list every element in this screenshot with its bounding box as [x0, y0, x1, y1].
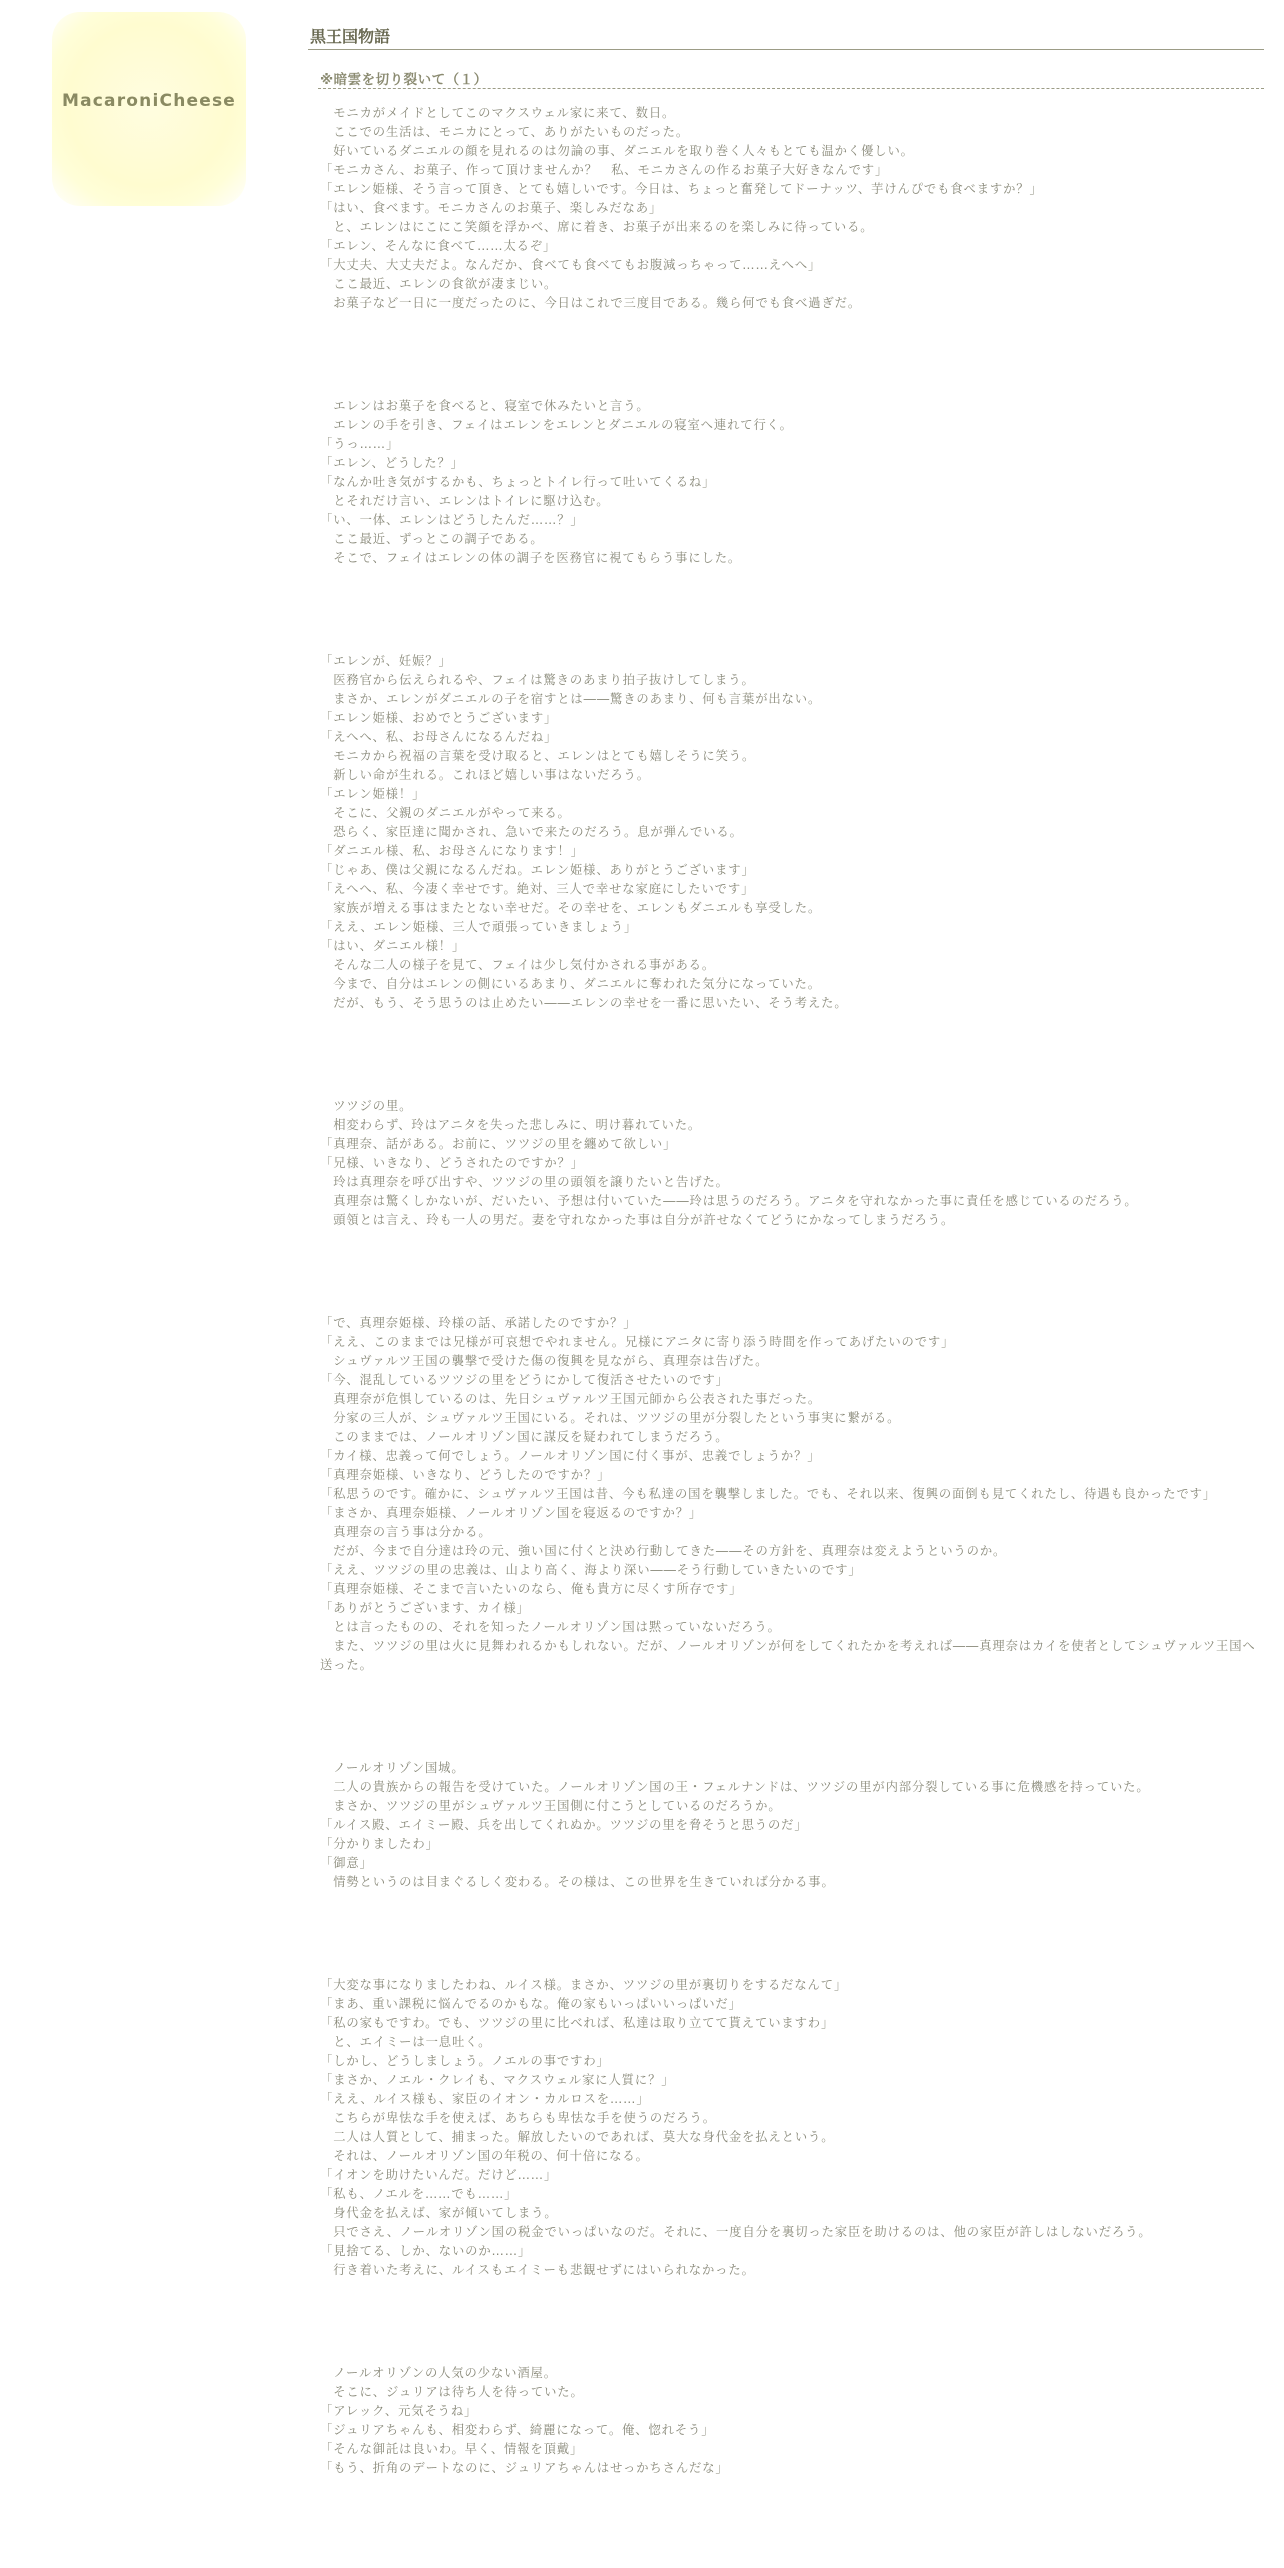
story-line: 「ええ、エレン姫様、三人で頑張っていきましょう」: [320, 920, 638, 934]
story-line: 「ジュリアちゃんも、相変わらず、綺麗になって。俺、惚れそう」: [320, 2423, 715, 2437]
story-line: 「そんな御託は良いわ。早く、情報を頂戴」: [320, 2442, 584, 2456]
story-line: 医務官から伝えられるや、フェイは驚きのあまり拍子抜けしてしまう。: [320, 673, 755, 687]
story-paragraph: [320, 104, 1264, 313]
story-line: 「ええ、このままでは兄様が可哀想でやれません。兄様にアニタに寄り添う時間を作ってあげたいのです」: [320, 1335, 955, 1349]
story-line: 二人は人質として、捕まった。解放したいのであれば、莫大な身代金を払えという。: [320, 2130, 835, 2144]
story-paragraph: [320, 1976, 1264, 2280]
story-paragraph: [320, 652, 1264, 1013]
story-line: それは、ノールオリゾン国の年税の、何十倍になる。: [320, 2149, 649, 2163]
story-line: そんな二人の様子を見て、フェイは少し気付かされる事がある。: [320, 958, 716, 972]
site-title: 黒王国物語: [310, 27, 391, 46]
story-line: 「分かりましたわ」: [320, 1837, 439, 1851]
story-line: こちらが卑怯な手を使えば、あちらも卑怯な手を使うのだろう。: [320, 2111, 716, 2125]
story-line: 「見捨てる、しか、ないのか……」: [320, 2244, 532, 2258]
logo-text: MacaroniCheese: [61, 91, 237, 111]
story-line: 「エレン姫様、そう言って頂き、とても嬉しいです。今日は、ちょっと奮発してドーナッツ、芋けんぴでも食べますか？」: [320, 182, 1043, 196]
story-line: 「真理奈姫様、そこまで言いたいのなら、俺も貴方に尽くす所存です」: [320, 1582, 743, 1596]
story-line: 「エレン、そんなに食べて……太るぞ」: [320, 239, 557, 253]
story-line: 「エレン、どうした？」: [320, 456, 464, 470]
story-line: 「ダニエル様、私、お母さんになります！」: [320, 844, 584, 858]
story-line: 「もう、折角のデートなのに、ジュリアちゃんはせっかちさんだな」: [320, 2461, 729, 2475]
chapter-divider: [318, 88, 1264, 89]
story-line: 真理奈が危惧しているのは、先日シュヴァルツ王国元師から公表された事だった。: [320, 1392, 822, 1406]
story-line: まさか、ツツジの里がシュヴァルツ王国側に付こうとしているのだろうか。: [320, 1799, 782, 1813]
title-divider: [308, 49, 1264, 50]
story-line: モニカから祝福の言葉を受け取ると、エレンはとても嬉しそうに笑う。: [320, 749, 756, 763]
story-line: ツツジの里。: [320, 1099, 413, 1113]
story-line: ノールオリゾンの人気の少ない酒屋。: [320, 2366, 557, 2380]
story-line: 「真理奈姫様、いきなり、どうしたのですか？」: [320, 1468, 611, 1482]
story-line: 「ありがとうございます、カイ様」: [320, 1601, 530, 1615]
story-line: 分家の三人が、シュヴァルツ王国にいる。それは、ツツジの里が分裂したという事実に繋がる。: [320, 1411, 901, 1425]
story-line: エレンはお菓子を食べると、寝室で休みたいと言う。: [320, 399, 650, 413]
story-line: 「今、混乱しているツツジの里をどうにかして復活させたいのです」: [320, 1373, 729, 1387]
story-line: ノールオリゾン国城。: [320, 1761, 465, 1775]
story-line: 好いているダニエルの顔を見れるのは勿論の事、ダニエルを取り巻く人々もとても温かく優しい。: [320, 144, 914, 158]
story-line: 家族が増える事はまたとない幸せだ。その幸せを、エレンもダニエルも享受した。: [320, 901, 822, 915]
story-line: とは言ったものの、それを知ったノールオリゾン国は黙っていないだろう。: [320, 1620, 781, 1634]
story-paragraph: [320, 1759, 1264, 1892]
story-line: 「エレンが、妊娠？」: [320, 654, 452, 668]
story-line: 「はい、ダニエル様！」: [320, 939, 466, 953]
story-line: モニカがメイドとしてこのマクスウェル家に来て、数日。: [320, 106, 676, 120]
story-line: 「エレン姫様、おめでとうございます」: [320, 711, 558, 725]
story-line: 「イオンを助けたいんだ。だけど……」: [320, 2168, 558, 2182]
story-line: ここ最近、ずっとこの調子である。: [320, 532, 544, 546]
story-line: 「カイ様、忠義って何でしょう。ノールオリゾン国に付く事が、忠義でしょうか？」: [320, 1449, 821, 1463]
story-line: 情勢というのは目まぐるしく変わる。その様は、この世界を生きていれば分かる事。: [320, 1875, 835, 1889]
story-paragraph: [320, 1097, 1264, 1230]
story-line: 相変わらず、玲はアニタを失った悲しみに、明け暮れていた。: [320, 1118, 702, 1132]
story-line: だが、今まで自分達は玲の元、強い国に付くと決め行動してきた――その方針を、真理奈は変えようというのか。: [320, 1544, 1007, 1558]
story-line: 「御意」: [320, 1856, 373, 1870]
story-line: 行き着いた考えに、ルイスもエイミーも悲観せずにはいられなかった。: [320, 2263, 755, 2277]
story-line: また、ツツジの里は火に見舞われるかもしれない。だが、ノールオリゾンが何をしてくれたかを考えれば――真理奈はカイを使者としてシュヴァルツ王国へ送った。: [320, 1639, 1256, 1672]
story-line: そこに、父親のダニエルがやって来る。: [320, 806, 571, 820]
story-line: 「兄様、いきなり、どうされたのですか？」: [320, 1156, 584, 1170]
story-line: エレンの手を引き、フェイはエレンをエレンとダニエルの寝室へ連れて行く。: [320, 418, 793, 432]
story-line: 「まさか、ノエル・クレイも、マクスウェル家に人質に？」: [320, 2073, 675, 2087]
story-line: 「真理奈、話がある。お前に、ツツジの里を纏めて欲しい」: [320, 1137, 677, 1151]
story-line: 「私思うのです。確かに、シュヴァルツ王国は昔、今も私達の国を襲撃しました。でも、それ以来、復興の面倒も見てくれたし、待遇も良かったです」: [320, 1487, 1217, 1501]
story-line: ここでの生活は、モニカにとって、ありがたいものだった。: [320, 125, 690, 139]
story-line: まさか、エレンがダニエルの子を宿すとは――驚きのあまり、何も言葉が出ない。: [320, 692, 822, 706]
story-paragraph: [320, 2364, 1264, 2478]
story-line: このままでは、ノールオリゾン国に謀反を疑われてしまうだろう。: [320, 1430, 729, 1444]
story-line: 「エレン姫様！」: [320, 787, 426, 801]
story-line: 身代金を払えば、家が傾いてしまう。: [320, 2206, 558, 2220]
story-line: 「はい、食べます。モニカさんのお菓子、楽しみだなあ」: [320, 201, 663, 215]
story-line: 「えへへ、私、お母さんになるんだね」: [320, 730, 558, 744]
story-line: 真理奈の言う事は分かる。: [320, 1525, 492, 1539]
story-line: お菓子など一日に一度だったのに、今日はこれで三度目である。幾ら何でも食べ過ぎだ。: [320, 296, 862, 310]
story-line: 「私も、ノエルを……でも……」: [320, 2187, 518, 2201]
story-line: 今まで、自分はエレンの側にいるあまり、ダニエルに奪われた気分になっていた。: [320, 977, 821, 991]
story-line: そこに、ジュリアは待ち人を待っていた。: [320, 2385, 584, 2399]
story-line: 「うっ……」: [320, 437, 400, 451]
story-line: 「まあ、重い課税に悩んでるのかもな。俺の家もいっぱいいっぱいだ」: [320, 1997, 742, 2011]
story-line: 「大変な事になりましたわね、ルイス様。まさか、ツツジの里が裏切りをするだなんて」: [320, 1978, 848, 1992]
story-paragraph: [320, 397, 1264, 568]
story-line: 二人の貴族からの報告を受けていた。ノールオリゾン国の王・フェルナンドは、ツツジの里が内部分裂している事に危機感を持っていた。: [320, 1780, 1150, 1794]
story-line: 「えへへ、私、今凄く幸せです。絶対、三人で幸せな家庭にしたいです」: [320, 882, 755, 896]
story-line: とそれだけ言い、エレンはトイレに駆け込む。: [320, 494, 610, 508]
story-body: [320, 104, 1264, 2562]
story-line: 「じゃあ、僕は父親になるんだね。エレン姫様、ありがとうございます」: [320, 863, 755, 877]
story-line: 恐らく、家臣達に聞かされ、急いで来たのだろう。息が弾んでいる。: [320, 825, 743, 839]
story-line: と、エレンはにこにこ笑顔を浮かべ、席に着き、お菓子が出来るのを楽しみに待っている。: [320, 220, 874, 234]
story-line: 「まさか、真理奈姫様、ノールオリゾン国を寝返るのですか？」: [320, 1506, 703, 1520]
story-line: 「で、真理奈姫様、玲様の話、承諾したのですか？」: [320, 1316, 637, 1330]
story-line: 「私の家もですわ。でも、ツツジの里に比べれば、私達は取り立てて貰えていますわ」: [320, 2016, 835, 2030]
story-line: そこで、フェイはエレンの体の調子を医務官に視てもらう事にした。: [320, 551, 742, 565]
story-line: だが、もう、そう思うのは止めたい――エレンの幸せを一番に思いたい、そう考えた。: [320, 996, 848, 1010]
story-line: 只でさえ、ノールオリゾン国の税金でいっぱいなのだ。それに、一度自分を裏切った家臣を助けるのは、他の家臣が許しはしないだろう。: [320, 2225, 1152, 2239]
story-line: ここ最近、エレンの食欲が凄まじい。: [320, 277, 558, 291]
story-line: と、エイミーは一息吐く。: [320, 2035, 492, 2049]
site-logo[interactable]: [52, 12, 246, 206]
story-paragraph: [320, 1314, 1264, 1675]
story-line: 「なんか吐き気がするかも、ちょっとトイレ行って吐いてくるね」: [320, 475, 716, 489]
story-line: 「ええ、ルイス様も、家臣のイオン・カルロスを……」: [320, 2092, 650, 2106]
story-line: 「い、一体、エレンはどうしたんだ……？」: [320, 513, 584, 527]
story-line: 頭領とは言え、玲も一人の男だ。妻を守れなかった事は自分が許せなくてどうにかなってしまうだろう。: [320, 1213, 955, 1227]
story-line: 真理奈は驚くしかないが、だいたい、予想は付いていた――玲は思うのだろう。アニタを守れなかった事に責任を感じているのだろう。: [320, 1194, 1138, 1208]
story-line: 新しい命が生れる。これほど嬉しい事はないだろう。: [320, 768, 650, 782]
story-line: シュヴァルツ王国の襲撃で受けた傷の復興を見ながら、真理奈は告げた。: [320, 1354, 769, 1368]
story-line: 「ルイス殿、エイミー殿、兵を出してくれぬか。ツツジの里を脅そうと思うのだ」: [320, 1818, 808, 1832]
story-line: 「しかし、どうしましょう。ノエルの事ですわ」: [320, 2054, 610, 2068]
story-line: 玲は真理奈を呼び出すや、ツツジの里の頭領を譲りたいと告げた。: [320, 1175, 729, 1189]
story-line: 「モニカさん、お菓子、作って頂けませんか？ 私、モニカさんの作るお菓子大好きなんです」: [320, 163, 889, 177]
story-line: 「アレック、元気そうね」: [320, 2404, 478, 2418]
story-line: 「大丈夫、大丈夫だよ。なんだか、食べても食べてもお腹減っちゃって……えへへ」: [320, 258, 822, 272]
chapter-title: ※暗雲を切り裂いて（１）: [320, 72, 488, 88]
story-line: 「ええ、ツツジの里の忠義は、山より高く、海より深い――そう行動していきたいのです」: [320, 1563, 862, 1577]
